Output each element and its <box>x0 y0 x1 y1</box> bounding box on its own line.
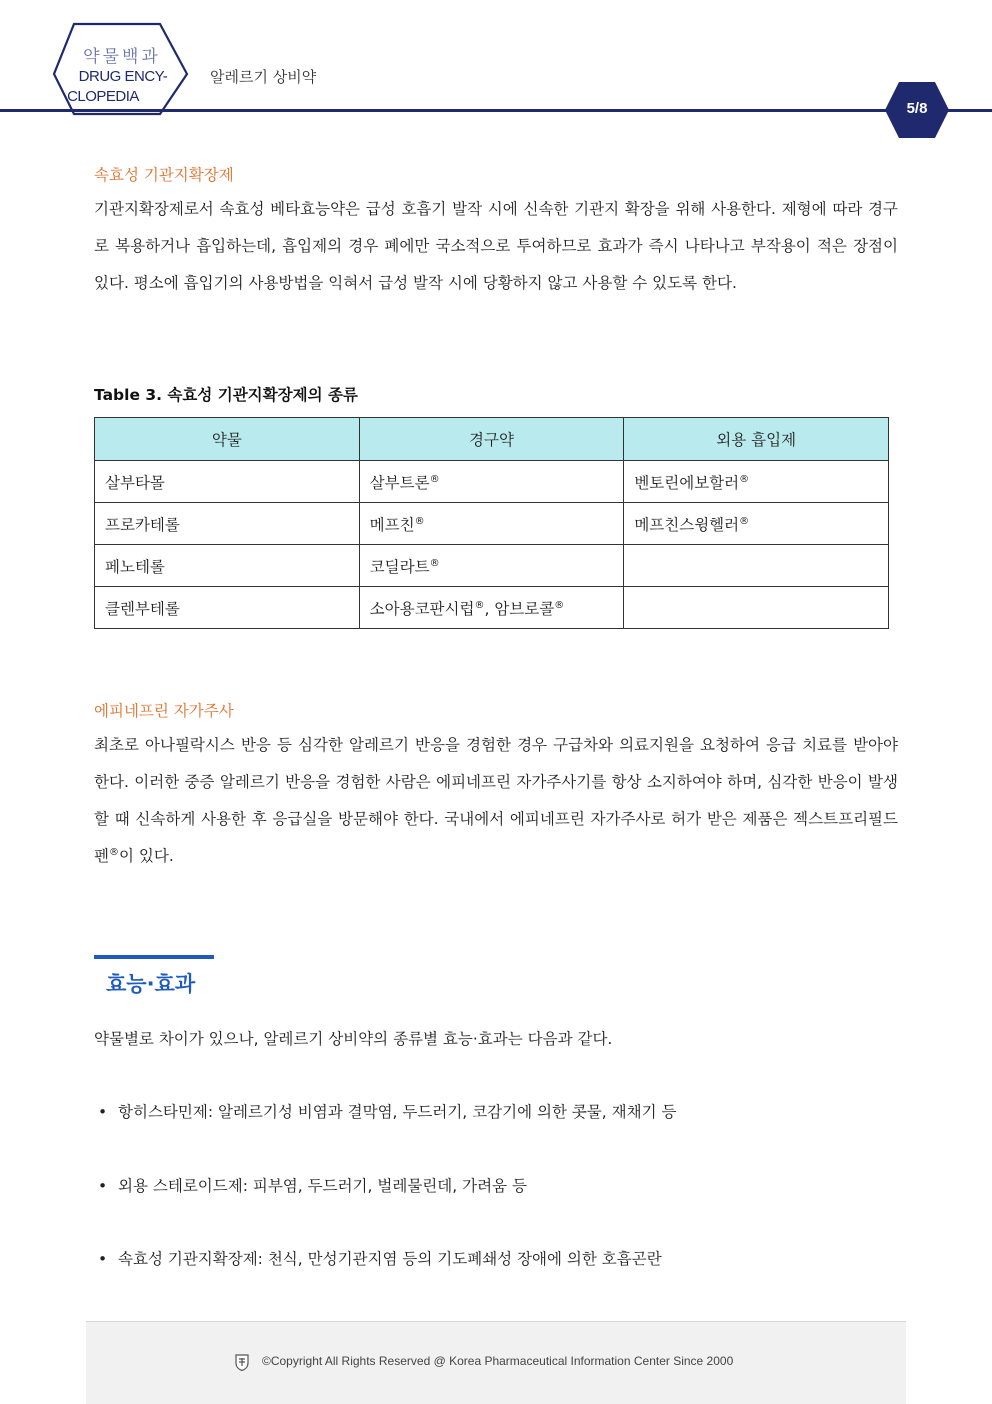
column-header-oral: 경구약 <box>359 418 624 461</box>
cell-inhalant <box>624 587 889 629</box>
logo-english-line2: CLOPEDIA <box>67 88 139 105</box>
cell-oral: 소아용코판시럽®, 암브로콜® <box>359 587 624 629</box>
cell-drug: 프로카테롤 <box>95 503 360 545</box>
column-header-inhalant: 외용 흡입제 <box>624 418 889 461</box>
document-title: 알레르기 상비약 <box>210 68 317 86</box>
table-row <box>95 545 889 587</box>
section-heading-bronchodilator: 속효성 기관지확장제 <box>94 166 234 184</box>
efficacy-intro: 약물별로 차이가 있으나, 알레르기 상비약의 종류별 효능·효과는 다음과 같다. <box>94 1030 613 1048</box>
table-row <box>95 587 889 629</box>
bullet-icon: • <box>98 1177 108 1195</box>
list-item: • 속효성 기관지확장제: 천식, 만성기관지염 등의 기도폐쇄성 장애에 의한 호흡곤란 <box>98 1250 662 1268</box>
cell-drug: 클렌부테롤 <box>95 587 360 629</box>
cell-inhalant <box>624 545 889 587</box>
section-heading-epinephrine: 에피네프린 자가주사 <box>94 702 234 720</box>
list-item: • 항히스타민제: 알레르기성 비염과 결막염, 두드러기, 코감기에 의한 콧물, 재채기 등 <box>98 1103 677 1121</box>
cell-inhalant: 벤토린에보할러® <box>624 461 889 503</box>
footer-copyright: ©Copyright All Rights Reserved @ Korea Pharmaceutical Information Center Since 2000 <box>262 1354 734 1368</box>
bronchodilator-table <box>94 417 889 629</box>
cell-drug: 페노테롤 <box>95 545 360 587</box>
epinephrine-paragraph: 최초로 아나필락시스 반응 등 심각한 알레르기 반응을 경험한 경우 구급차와 의료지원을 요청하여 응급 치료를 받아야 한다. 이러한 중증 알레르기 반응을 경험한 사람은 에피네프린 자가주사기를 항상 소지하여야 하며, 심각한 반응이 발생할 때 신속하게 사용한 후 응급실을 방문해야 한다. 국내에서 에피네프린 자가주사로 허가 받은 제품은 젝스트프리필드펜®이 있다. <box>94 736 898 865</box>
header-divider <box>0 109 992 112</box>
logo-korean-text: 약물백과 <box>83 47 161 67</box>
efficacy-heading-bar <box>94 955 214 959</box>
bullet-icon: • <box>98 1103 108 1121</box>
page-number: 5/8 <box>906 100 928 117</box>
bronchodilator-paragraph: 기관지확장제로서 속효성 베타효능약은 급성 호흡기 발작 시에 신속한 기관지 확장을 위해 사용한다. 제형에 따라 경구로 복용하거나 흡입하는데, 흡입제의 경우 폐에만 국소적으로 투여하므로 효과가 즉시 나타나고 부작용이 적은 장점이 있다. 평소에 흡입기의 사용방법을 익혀서 급성 발작 시에 당황하지 않고 사용할 수 있도록 한다. <box>94 200 898 292</box>
logo-english-line1: DRUG ENCY- <box>78 68 168 85</box>
cell-oral: 코딜라트® <box>359 545 624 587</box>
list-item: • 외용 스테로이드제: 피부염, 두드러기, 벌레물린데, 가려움 등 <box>98 1177 527 1195</box>
table-header-row <box>95 418 889 461</box>
table-caption: Table 3. 속효성 기관지확장제의 종류 <box>94 386 358 404</box>
efficacy-title: 효능·효과 <box>106 972 196 996</box>
bullet-icon: • <box>98 1250 108 1268</box>
column-header-drug: 약물 <box>95 418 360 461</box>
table-row <box>95 461 889 503</box>
table-row <box>95 503 889 545</box>
cell-oral: 살부트론® <box>359 461 624 503</box>
shield-emblem-icon <box>234 1354 250 1371</box>
cell-oral: 메프친® <box>359 503 624 545</box>
cell-drug: 살부타몰 <box>95 461 360 503</box>
cell-inhalant: 메프친스윙헬러® <box>624 503 889 545</box>
